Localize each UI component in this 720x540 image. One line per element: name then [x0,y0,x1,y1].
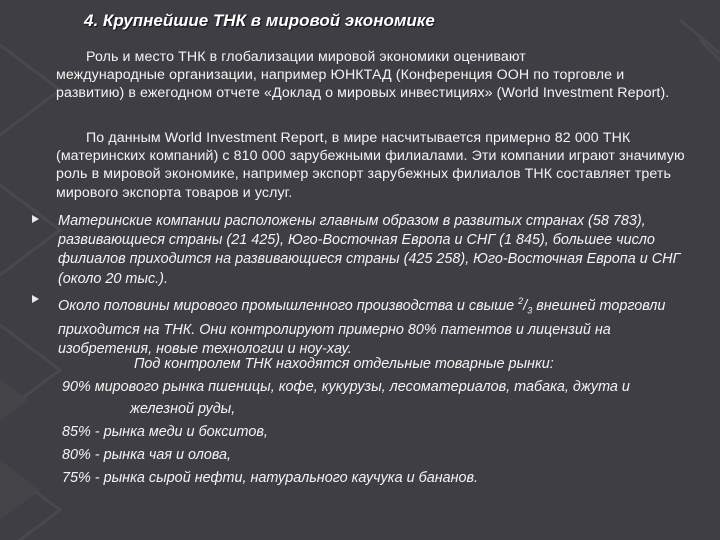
bullet-item-parent-companies: Материнские компании расположены главным образом в развитых странах (58 783), развивающиеся страны (21 425), Юго-Восточная Европа и СНГ (1 845), большее число филиалов приходится на развивающиеся страны (425 258), Юго-Восточная Европа и СНГ (около 20 тыс.). [58,213,681,287]
bullet-item-industrial-share [58,292,698,359]
intro-paragraph [56,48,696,103]
fraction-denominator: 3 [527,305,533,316]
statistics-paragraph-first-line: По данным World Investment Report, в мире насчитывается примерно 82 000 ТНК [86,130,631,146]
market-line-copper: 85% - рынка меди и бокситов, [62,424,268,440]
market-line-oil: 75% - рынка сырой нефти, натурального каучука и бананов. [62,470,479,486]
fraction-slash: / [523,297,528,314]
market-line-grain: 90% мирового рынка пшеницы, кофе, кукурузы, лесоматериалов, табака, джута и [62,379,630,395]
arrow-bullet-icon [32,215,39,223]
statistics-paragraph [56,129,696,202]
arrow-bullet-icon [32,295,39,303]
slide-title: 4. Крупнейшие ТНК в мировой экономике [84,11,435,30]
market-line-tea: 80% - рынка чая и олова, [62,447,232,463]
intro-paragraph-body: международные организации, например ЮНКТАД (Конференция ООН по торговле и развитию) в ежегодном отчете «Доклад о мировых инвестициях» (World Investment Report). [56,67,670,102]
bullet-text-start: Около половины мирового промышленного производства и свыше [58,297,519,314]
bullet-text-end: внешней торговли приходится на ТНК. Они контролируют примерно 80% патентов и лицензий на изобретения, новые технологии и ноу-хау. [58,297,666,358]
intro-paragraph-first-line: Роль и место ТНК в глобализации мировой экономики оценивают [86,49,526,65]
market-line-iron-ore: железной руды, [130,401,236,417]
fraction-numerator: 2 [518,296,524,306]
statistics-paragraph-body: (материнских компаний) с 810 000 зарубежными филиалами. Эти компании играют значимую роль в мировой экономике, например экспорт зарубежных филиалов ТНК составляет треть мирового экспорта товаров и услуг. [56,148,685,201]
markets-heading: Под контролем ТНК находятся отдельные товарные рынки: [134,356,554,372]
